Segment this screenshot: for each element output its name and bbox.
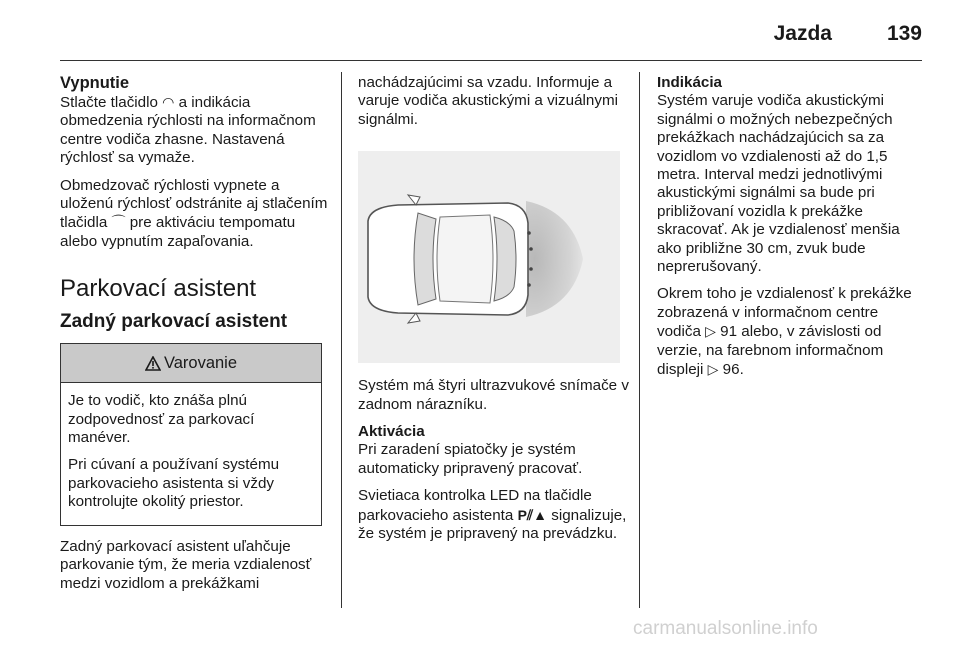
paragraph: Okrem toho je vzdialenosť k prekážke zobrazená v informačnom centre vodiča ▷ 91 alebo, v závislosti od verzie, na farebnom informačnom displeji ▷ 96.: [657, 285, 912, 379]
warning-text: Je to vodič, kto znáša plnú zodpovednosť za parkovací manéver.: [68, 392, 255, 447]
speed-limiter-icon: ◠: [162, 94, 175, 110]
page-reference-icon: ▷: [707, 361, 719, 378]
column-divider: [341, 72, 342, 608]
subsection-heading: Zadný parkovací asistent: [60, 311, 288, 333]
column-divider: [639, 72, 640, 608]
header-rule: [60, 60, 922, 61]
warning-box: [60, 343, 322, 525]
park-assist-icon: P⫽▲: [517, 506, 548, 523]
watermark-logo: [0, 614, 960, 642]
paragraph: Svietiaca kontrolka LED na tlačidle parkovacieho asistenta P⫽▲ signalizuje, že systém je pripravený na prevádzku.: [358, 487, 627, 543]
column-2: [358, 74, 630, 552]
column-1: [60, 74, 332, 602]
warning-title: Varovanie: [163, 354, 238, 373]
page-number: 139: [886, 22, 922, 45]
paragraph: Zadný parkovací asistent uľahčuje parkovanie tým, že meria vzdialenosť medzi vozidlom a prekážkami: [60, 537, 312, 592]
parking-sensor-illustration: [358, 151, 620, 363]
paragraph: Stlačte tlačidlo ◠ a indikácia obmedzenia rýchlosti na informačnom centre vodiča zhasne. Nastavená rýchlosť sa vymaže.: [60, 94, 316, 167]
watermark-text-image: [0, 614, 960, 642]
warning-text: Pri cúvaní a používaní systému parkovacieho asistenta si vždy kontrolujte okolitý priestor.: [68, 456, 280, 511]
page-reference-link[interactable]: 96: [722, 361, 740, 379]
section-heading: Parkovací asistent: [60, 275, 257, 303]
cruise-control-icon: ⌒: [111, 214, 126, 231]
chapter-title: Jazda: [773, 22, 832, 45]
warning-triangle-icon: [145, 356, 161, 371]
paragraph: Systém má štyri ultrazvukové snímače v zadnom nárazníku.: [358, 377, 629, 413]
paragraph: Obmedzovač rýchlosti vypnete a uloženú rýchlosť odstránite aj stlačením tlačidla ⌒ pre aktiváciu tempomatu alebo vypnutím zapaľovania.: [60, 176, 328, 250]
car-top-view-image: [358, 151, 620, 363]
warning-body: [61, 383, 321, 524]
page-header: [0, 0, 960, 58]
paragraph: Pri zaradení spiatočky je systém automaticky pripravený pracovať.: [358, 441, 583, 477]
page-reference-icon: ▷: [705, 323, 716, 340]
warning-header: [61, 344, 321, 383]
heading-aktivacia: Aktivácia: [358, 423, 425, 441]
column-3: [657, 74, 923, 389]
svg-text:carmanualsonline.info: carmanualsonline.info: [633, 618, 818, 639]
page-reference-link[interactable]: 91: [720, 323, 738, 341]
heading-vypnutie: Vypnutie: [60, 74, 130, 92]
paragraph: Systém varuje vodiča akustickými signálmi o možných nebezpečných prekážkach nachádzajúcich sa za vozidlom vo vzdialenosti až do 1,5 metra. Interval medzi jednotlivými akustickými signálmi sa bude pri približovaní vozidla k prekážke skracovať. Ak je vzdialenosť menšia ako približne 30 cm, zvuk bude neprerušovaný.: [657, 92, 900, 276]
paragraph: nachádzajúcimi sa vzadu. Informuje a varuje vodiča akustickými a vizuálnymi signálmi.: [358, 74, 618, 128]
heading-indikacia: Indikácia: [657, 74, 722, 91]
